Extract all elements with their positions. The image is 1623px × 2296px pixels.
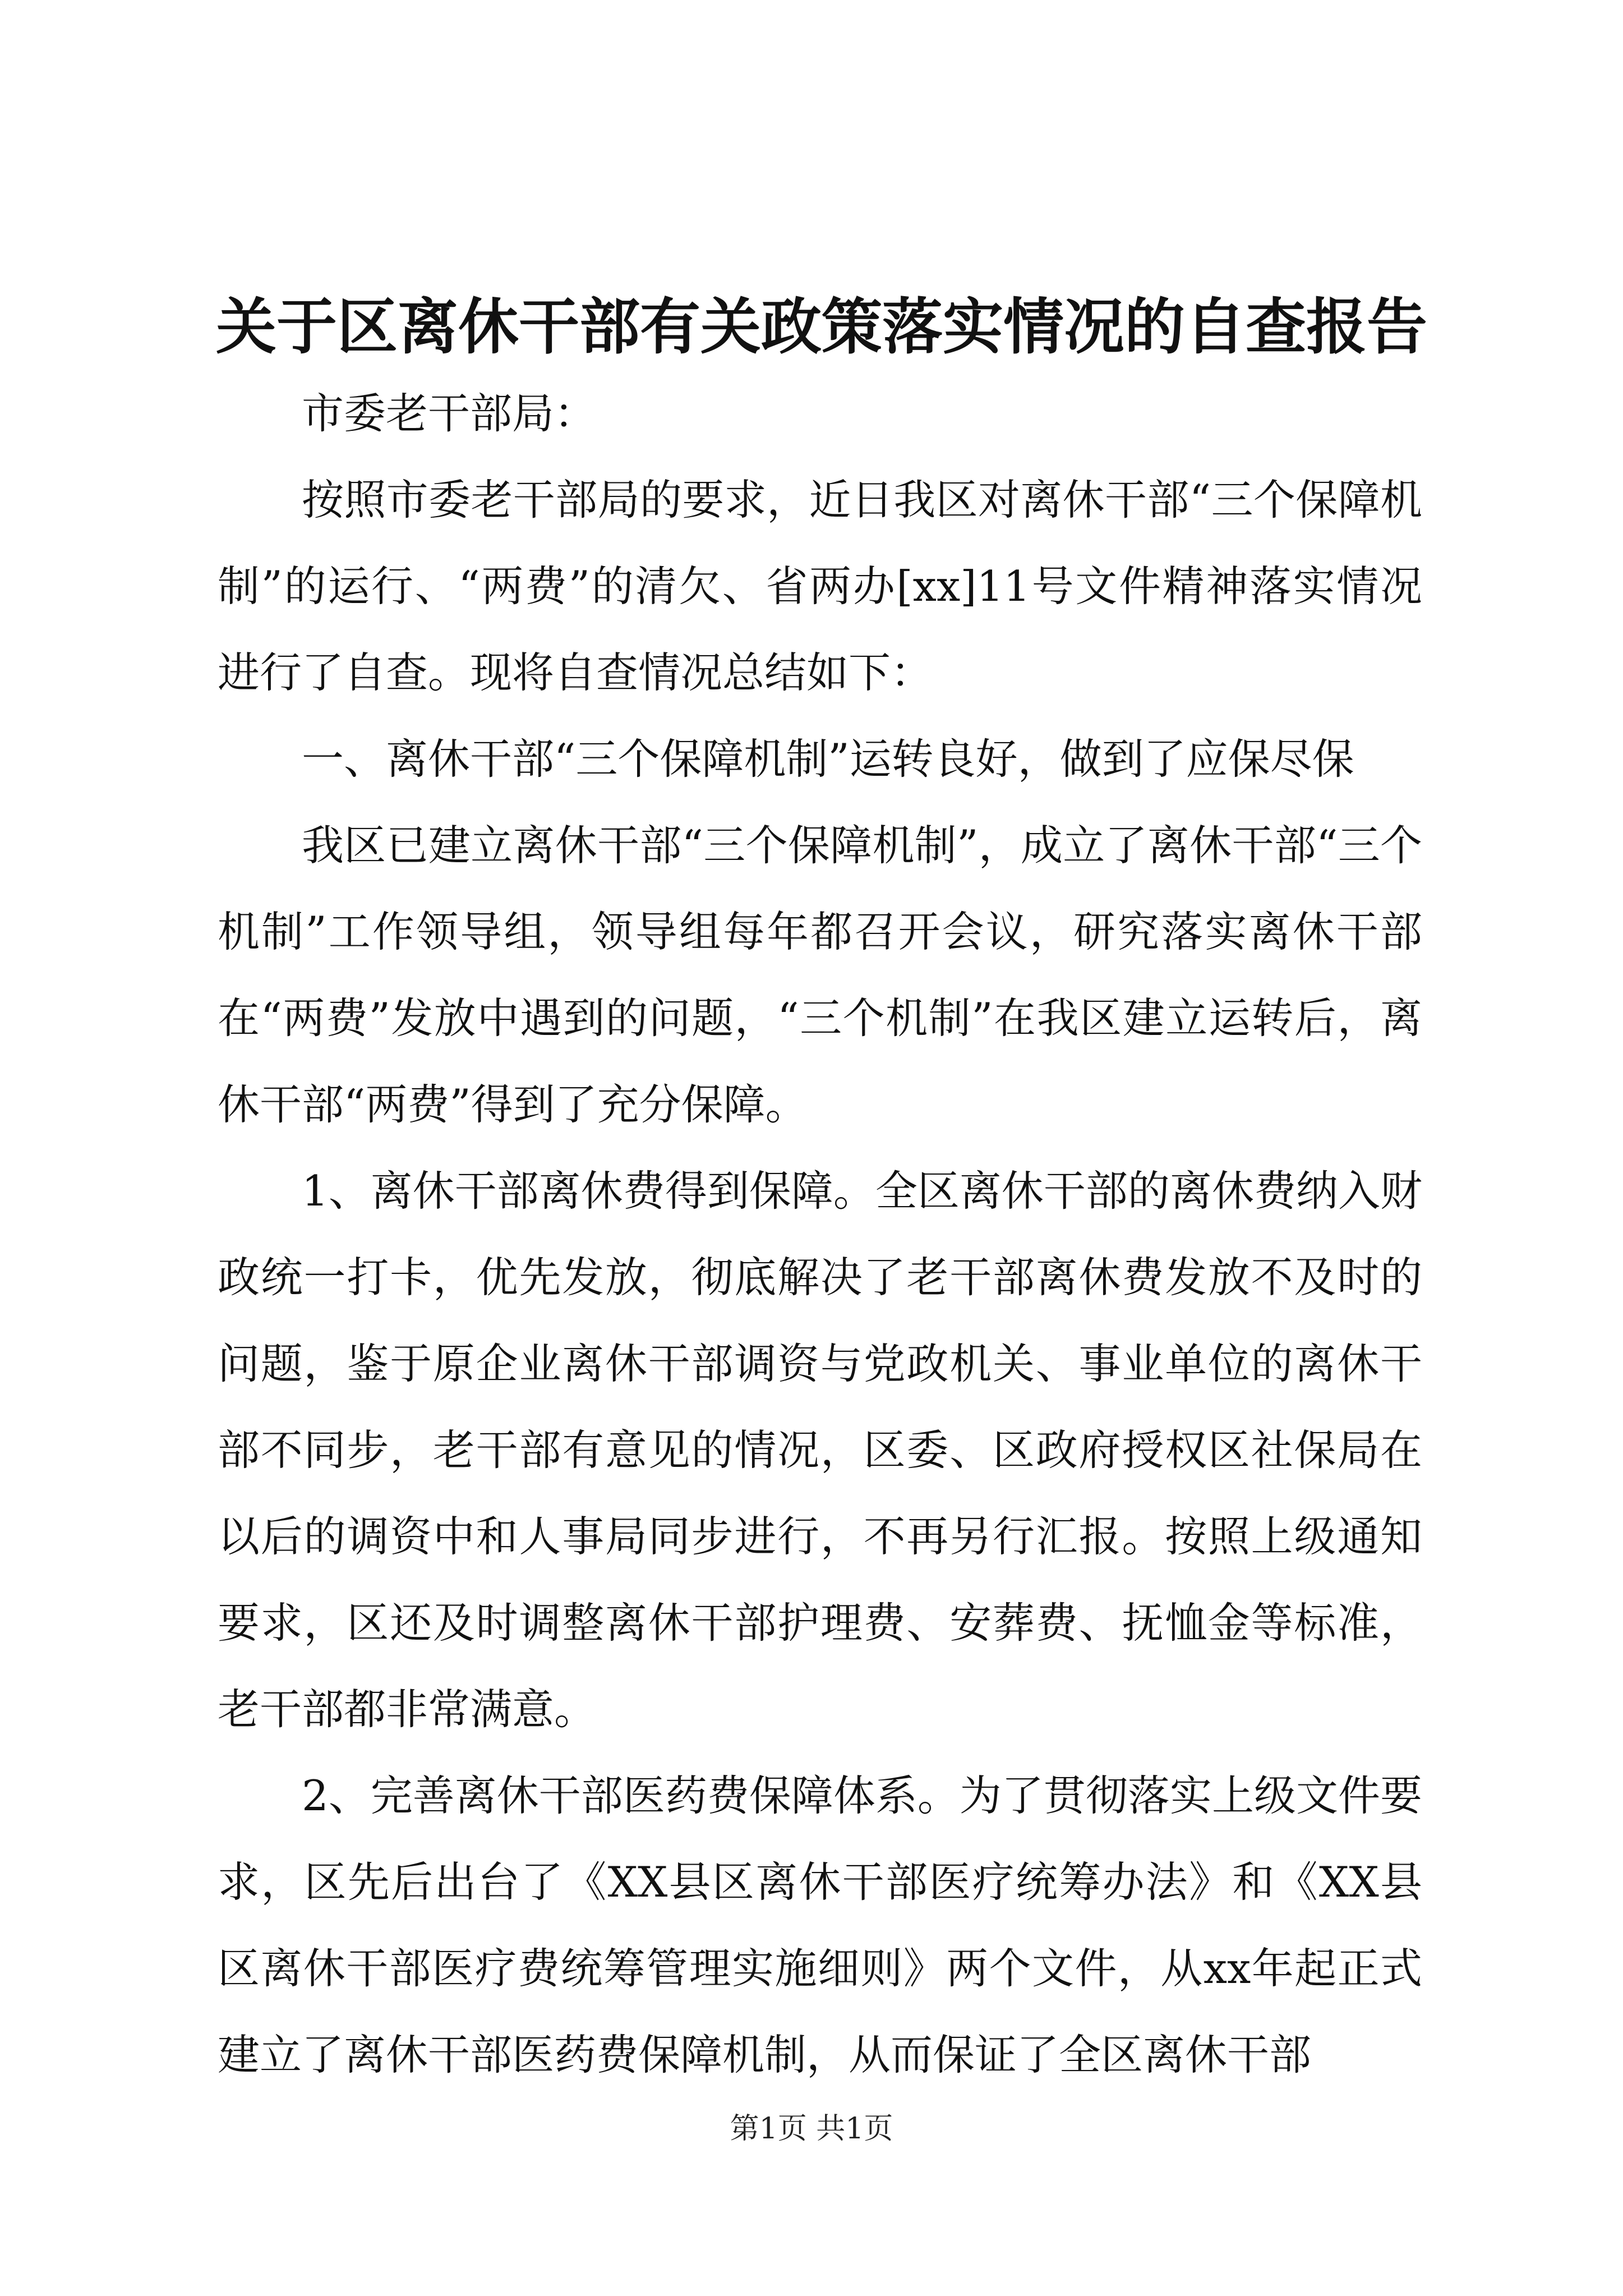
page-footer: 第1页 共1页 xyxy=(730,2112,893,2146)
document-body xyxy=(218,370,1422,2098)
section-heading-1: 一、离休干部“三个保障机制”运转良好，做到了应保尽保 xyxy=(302,734,1354,784)
salutation: 市委老干部局： xyxy=(302,389,597,438)
paragraph-pension: 1、离休干部离休费得到保障。全区离休干部的离休费纳入财政统一打卡，优先发放，彻底解决了老干部离休费发放不及时的问题，鉴于原企业离休干部调资与党政机关、事业单位的离休干部不同步，老干部有意见的情况，区委、区政府授权区社保局在以后的调资中和人事局同步进行，不再另行汇报。按照上级通知要求，区还及时调整离休干部护理费、安葬费、抚恤金等标准，老干部都非常满意。 xyxy=(218,1166,1422,1734)
paragraph-intro: 按照市委老干部局的要求，近日我区对离休干部“三个保障机制”的运行、“两费”的清欠、省两办[xx]11号文件精神落实情况进行了自查。现将自查情况总结如下： xyxy=(218,475,1422,697)
paragraph-mechanism: 我区已建立离休干部“三个保障机制”，成立了离休干部“三个机制”工作领导组，领导组每年都召开会议，研究落实离休干部在“两费”发放中遇到的问题，“三个机制”在我区建立运转后，离休干部“两费”得到了充分保障。 xyxy=(218,821,1422,1129)
paragraph-medical: 2、完善离休干部医药费保障体系。为了贯彻落实上级文件要求，区先后出台了《XX县区离休干部医疗统筹办法》和《XX县区离休干部医疗费统筹管理实施细则》两个文件，从xx年起正式建立了离休干部医药费保障机制，从而保证了全区离休干部 xyxy=(218,1771,1422,2079)
document-title: 关于区离休干部有关政策落实情况的自查报告 xyxy=(216,292,1428,362)
